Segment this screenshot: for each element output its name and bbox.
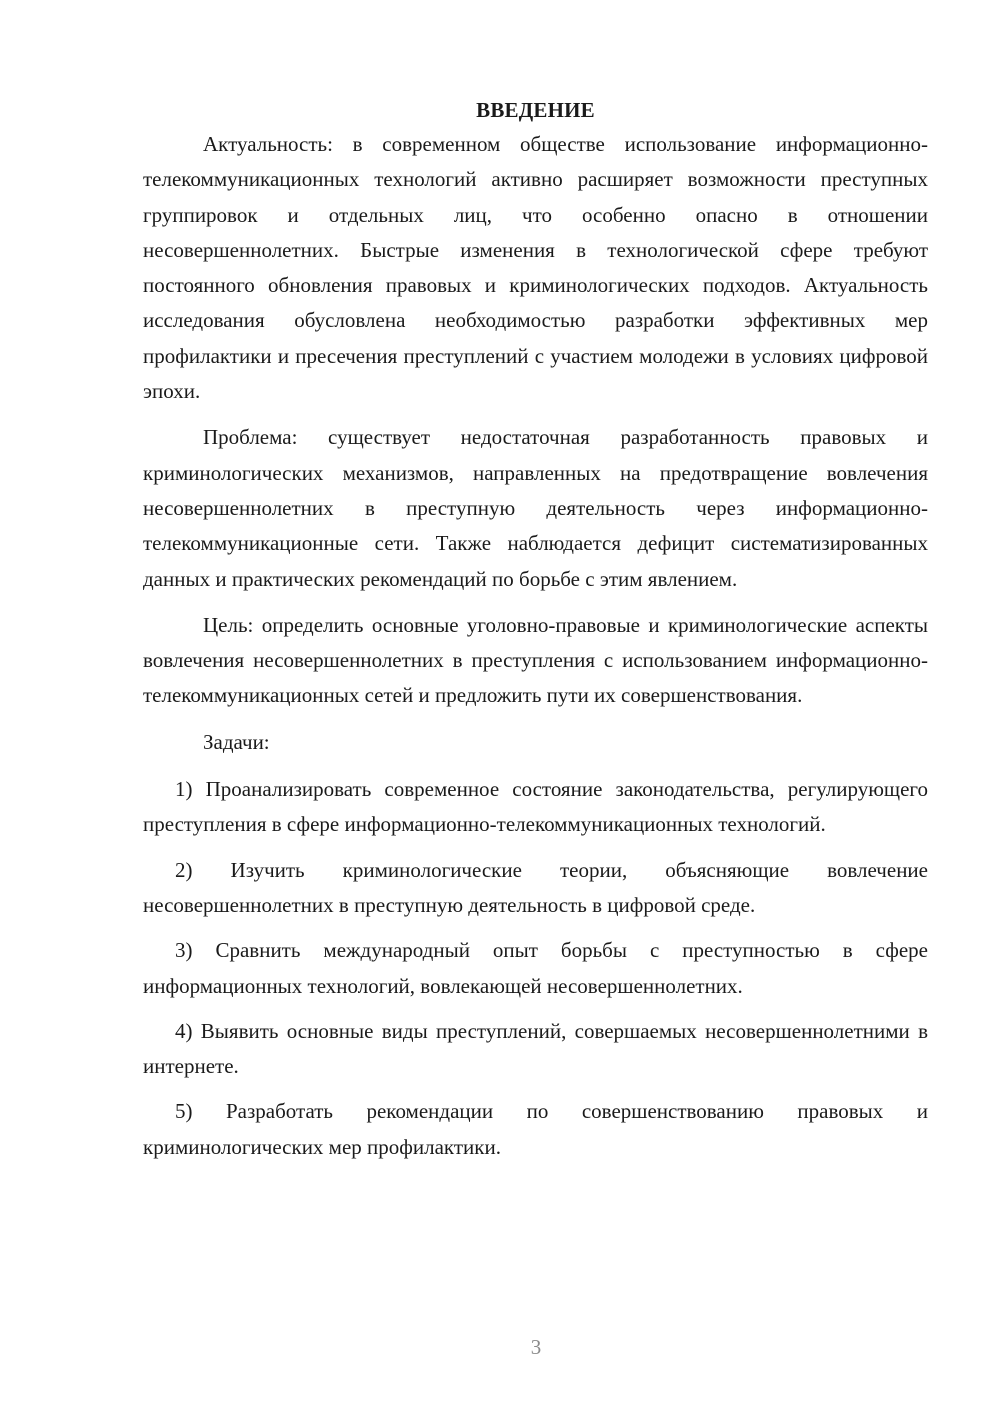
problem-paragraph: Проблема: существует недостаточная разработанность правовых и криминологических механизмов, направленных на предотвращение вовлечения несовершеннолетних в преступную деятельность через информационно-телекоммуникационные сети. Также наблюдается дефицит систематизированных данных и практических рекомендаций по борьбе с этим явлением. [143,425,928,591]
page-title: ВВЕДЕНИЕ [476,98,595,122]
page-number: 3 [530,1335,542,1359]
task-item: 3) Сравнить международный опыт борьбы с преступностью в сфере информационных технологий, вовлекающей несовершеннолетних. [143,938,928,998]
tasks-heading: Задачи: [203,729,270,754]
task-item: 1) Проанализировать современное состояние законодательства, регулирующего преступления в сфере информационно-телекоммуникационных технологий. [143,777,928,837]
goal-paragraph: Цель: определить основные уголовно-правовые и криминологические аспекты вовлечения несовершеннолетних в преступления с использованием информационно-телекоммуникационных сетей и предложить пути их совершенствования. [143,612,928,708]
relevance-paragraph: Актуальность: в современном обществе использование информационно-телекоммуникационных технологий активно расширяет возможности преступных группировок и отдельных лиц, что особенно опасно в отношении несовершеннолетних. Быстрые изменения в технологической сфере требуют постоянного обновления правовых и криминологических подходов. Актуальность исследования обусловлена необходимостью разработки эффективных мер профилактики и пресечения преступлений с участием молодежи в условиях цифровой эпохи. [143,132,928,404]
task-item: 5) Разработать рекомендации по совершенствованию правовых и криминологических мер профилактики. [143,1099,928,1159]
task-item: 4) Выявить основные виды преступлений, совершаемых несовершеннолетними в интернете. [143,1018,928,1079]
page-content [143,92,928,1175]
task-item: 2) Изучить криминологические теории, объясняющие вовлечение несовершеннолетних в преступную деятельность в цифровой среде. [143,857,928,917]
